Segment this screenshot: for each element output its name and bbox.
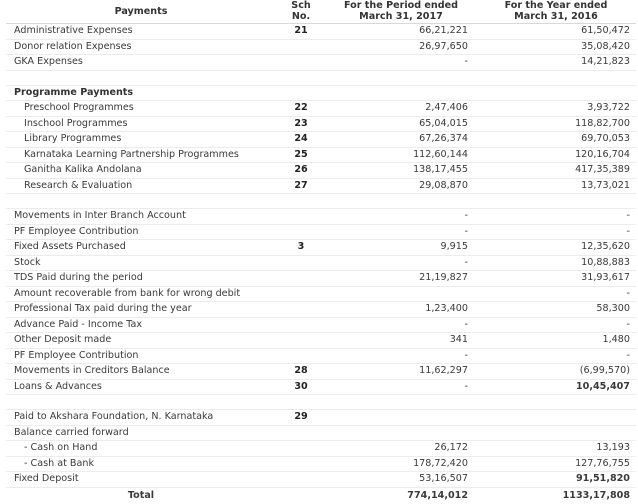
- row-2016-value: -: [476, 224, 636, 240]
- row-2016-value: -: [476, 317, 636, 333]
- row-2017-value: 178,72,420: [326, 456, 476, 472]
- schedule-column-header: Sch No.: [276, 0, 326, 24]
- row-schedule-number: 23: [276, 116, 326, 132]
- row-schedule-number: [276, 333, 326, 349]
- row-2017-value: -: [326, 348, 476, 364]
- row-schedule-number: [276, 441, 326, 457]
- row-2016-value: -: [476, 348, 636, 364]
- row-schedule-number: 25: [276, 147, 326, 163]
- spacer-cell: [476, 70, 636, 85]
- row-2017-value: 112,60,144: [326, 147, 476, 163]
- row-description: - Cash on Hand: [6, 441, 276, 457]
- row-2016-value: 13,73,021: [476, 178, 636, 194]
- row-description: TDS Paid during the period: [6, 271, 276, 287]
- row-2016-value: -: [476, 209, 636, 225]
- row-2017-value: 26,172: [326, 441, 476, 457]
- table-row: [6, 472, 636, 488]
- payments-column-header: Payments: [6, 0, 276, 24]
- table-row: [6, 255, 636, 271]
- row-description: Administrative Expenses: [6, 24, 276, 40]
- row-2017-value: -: [326, 317, 476, 333]
- row-description: GKA Expenses: [6, 55, 276, 71]
- row-description: Karnataka Learning Partnership Programmes: [6, 147, 276, 163]
- spacer-cell: [276, 70, 326, 85]
- row-2017-value: 65,04,015: [326, 116, 476, 132]
- spacer-row: [6, 70, 636, 85]
- row-description: Other Deposit made: [6, 333, 276, 349]
- row-schedule-number: 26: [276, 163, 326, 179]
- row-2017-value: 29,08,870: [326, 178, 476, 194]
- row-schedule-number: 22: [276, 101, 326, 117]
- spacer-cell: [6, 70, 276, 85]
- row-schedule-number: [276, 456, 326, 472]
- section-heading-row: [6, 85, 636, 101]
- row-2016-value: 31,93,617: [476, 271, 636, 287]
- row-2016-value: 10,45,407: [476, 379, 636, 395]
- total-2017-value: 774,14,012: [326, 487, 476, 504]
- row-2016-value: 12,35,620: [476, 240, 636, 256]
- row-description: Research & Evaluation: [6, 178, 276, 194]
- table-row: [6, 348, 636, 364]
- table-body: [6, 24, 636, 488]
- row-schedule-number: [276, 472, 326, 488]
- row-description: Stock: [6, 255, 276, 271]
- row-description: - Cash at Bank: [6, 456, 276, 472]
- table-row: [6, 333, 636, 349]
- table-row: [6, 116, 636, 132]
- row-2017-value: -: [326, 379, 476, 395]
- table-row: [6, 240, 636, 256]
- row-description: PF Employee Contribution: [6, 348, 276, 364]
- row-2016-value: 3,93,722: [476, 101, 636, 117]
- spacer-cell: [326, 194, 476, 209]
- spacer-cell: [326, 70, 476, 85]
- row-description: Paid to Akshara Foundation, N. Karnataka: [6, 410, 276, 426]
- row-2017-value: [326, 286, 476, 302]
- spacer-cell: [6, 395, 276, 410]
- spacer-cell: [476, 395, 636, 410]
- total-row: [6, 487, 636, 504]
- row-description: Preschool Programmes: [6, 101, 276, 117]
- row-description: Amount recoverable from bank for wrong debit: [6, 286, 276, 302]
- row-2016-value: [476, 425, 636, 441]
- row-2016-value: (6,99,570): [476, 364, 636, 380]
- row-2016-value: -: [476, 286, 636, 302]
- row-2017-value: -: [326, 224, 476, 240]
- table-row: [6, 271, 636, 287]
- spacer-row: [6, 395, 636, 410]
- row-2017-value: -: [326, 255, 476, 271]
- row-description: Movements in Creditors Balance: [6, 364, 276, 380]
- row-schedule-number: [276, 85, 326, 101]
- row-schedule-number: [276, 55, 326, 71]
- spacer-cell: [276, 395, 326, 410]
- row-description: Balance carried forward: [6, 425, 276, 441]
- row-schedule-number: 27: [276, 178, 326, 194]
- row-schedule-number: 24: [276, 132, 326, 148]
- row-2016-value: 91,51,820: [476, 472, 636, 488]
- row-2016-value: 120,16,704: [476, 147, 636, 163]
- row-description: Movements in Inter Branch Account: [6, 209, 276, 225]
- table-row: [6, 286, 636, 302]
- row-2017-value: 21,19,827: [326, 271, 476, 287]
- row-description: Inschool Programmes: [6, 116, 276, 132]
- row-schedule-number: [276, 255, 326, 271]
- table-row: [6, 101, 636, 117]
- period-2017-column-header: For the Period ended March 31, 2017: [326, 0, 476, 24]
- row-2017-value: 341: [326, 333, 476, 349]
- row-description: Library Programmes: [6, 132, 276, 148]
- spacer-cell: [326, 395, 476, 410]
- table-row: [6, 24, 636, 40]
- row-2017-value: 66,21,221: [326, 24, 476, 40]
- row-schedule-number: 28: [276, 364, 326, 380]
- row-2017-value: -: [326, 209, 476, 225]
- row-schedule-number: 30: [276, 379, 326, 395]
- row-description: Programme Payments: [6, 85, 276, 101]
- spacer-cell: [276, 194, 326, 209]
- total-label: Total: [6, 487, 276, 504]
- row-2017-value: 26,97,650: [326, 39, 476, 55]
- row-schedule-number: 3: [276, 240, 326, 256]
- spacer-row: [6, 194, 636, 209]
- row-2016-value: 118,82,700: [476, 116, 636, 132]
- spacer-cell: [476, 194, 636, 209]
- row-schedule-number: [276, 271, 326, 287]
- row-2017-value: [326, 410, 476, 426]
- table-row: [6, 379, 636, 395]
- row-2017-value: 67,26,374: [326, 132, 476, 148]
- row-schedule-number: [276, 348, 326, 364]
- table-row: [6, 178, 636, 194]
- table-row: [6, 39, 636, 55]
- row-description: Ganitha Kalika Andolana: [6, 163, 276, 179]
- table-row: [6, 302, 636, 318]
- row-schedule-number: [276, 317, 326, 333]
- row-schedule-number: 21: [276, 24, 326, 40]
- table-row: [6, 132, 636, 148]
- row-description: Professional Tax paid during the year: [6, 302, 276, 318]
- table-row: [6, 410, 636, 426]
- row-2016-value: 417,35,389: [476, 163, 636, 179]
- row-2017-value: [326, 85, 476, 101]
- row-2017-value: 138,17,455: [326, 163, 476, 179]
- row-2017-value: -: [326, 55, 476, 71]
- row-2016-value: 61,50,472: [476, 24, 636, 40]
- table-row: [6, 55, 636, 71]
- table-row: [6, 456, 636, 472]
- row-2016-value: 58,300: [476, 302, 636, 318]
- table-header-row: [6, 0, 636, 24]
- row-2016-value: 13,193: [476, 441, 636, 457]
- table-row: [6, 364, 636, 380]
- row-schedule-number: 29: [276, 410, 326, 426]
- total-sch-cell: [276, 487, 326, 504]
- row-schedule-number: [276, 302, 326, 318]
- row-description: Advance Paid - Income Tax: [6, 317, 276, 333]
- row-2016-value: 10,88,883: [476, 255, 636, 271]
- row-description: PF Employee Contribution: [6, 224, 276, 240]
- table-row: [6, 147, 636, 163]
- row-2017-value: 2,47,406: [326, 101, 476, 117]
- row-2016-value: [476, 85, 636, 101]
- row-schedule-number: [276, 209, 326, 225]
- row-schedule-number: [276, 286, 326, 302]
- row-schedule-number: [276, 39, 326, 55]
- row-2016-value: [476, 410, 636, 426]
- row-schedule-number: [276, 224, 326, 240]
- row-2016-value: 1,480: [476, 333, 636, 349]
- row-2016-value: 127,76,755: [476, 456, 636, 472]
- row-2017-value: 1,23,400: [326, 302, 476, 318]
- row-2017-value: 53,16,507: [326, 472, 476, 488]
- row-2017-value: 9,915: [326, 240, 476, 256]
- table-row: [6, 425, 636, 441]
- row-2017-value: [326, 425, 476, 441]
- row-2016-value: 69,70,053: [476, 132, 636, 148]
- row-2016-value: 35,08,420: [476, 39, 636, 55]
- row-schedule-number: [276, 425, 326, 441]
- payments-table: [6, 0, 636, 504]
- row-2016-value: 14,21,823: [476, 55, 636, 71]
- table-row: [6, 224, 636, 240]
- spacer-cell: [6, 194, 276, 209]
- table-row: [6, 163, 636, 179]
- table-row: [6, 209, 636, 225]
- table-row: [6, 317, 636, 333]
- row-description: Loans & Advances: [6, 379, 276, 395]
- row-2017-value: 11,62,297: [326, 364, 476, 380]
- row-description: Fixed Deposit: [6, 472, 276, 488]
- total-2016-value: 1133,17,808: [476, 487, 636, 504]
- row-description: Donor relation Expenses: [6, 39, 276, 55]
- table-row: [6, 441, 636, 457]
- row-description: Fixed Assets Purchased: [6, 240, 276, 256]
- year-2016-column-header: For the Year ended March 31, 2016: [476, 0, 636, 24]
